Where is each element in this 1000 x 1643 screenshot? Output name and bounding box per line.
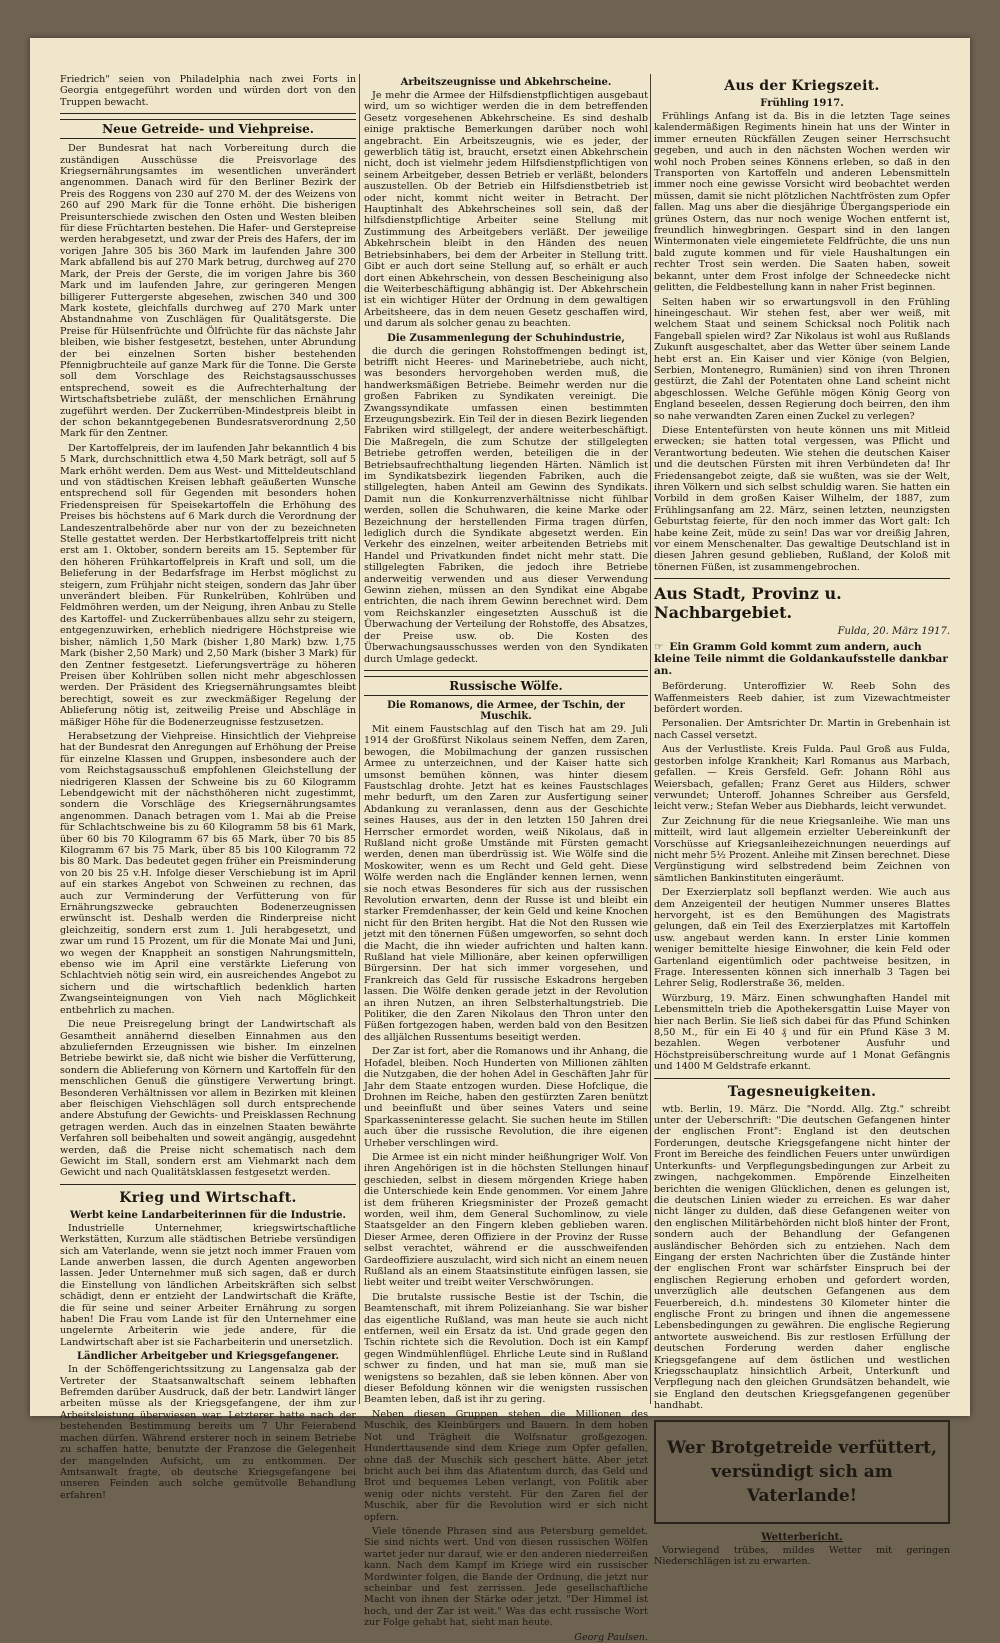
headline-shoe-industry: Die Zusammenlegung der Schuhindustrie, <box>387 332 625 344</box>
pointing-hand-icon: ☞ <box>654 641 664 654</box>
paragraph: Viele tönende Phrasen sind aus Petersburg gemeldet. Sie sind nichts wert. Und von diesen russischen Wölfen wartet jeder nur darauf, wie er den anderen niederreißen kann. Nach dem Kampf im Kriege wird ein russischer Mordwinter folgen, die Bande der Ordnung, die jetzt nur scheinbar und fest zerrissen. Jede gesellschaftliche Macht von ihnen der Stärke oder jetzt. "Der Himmel ist hoch, und der Zar ist weit." Was das echt russische Wort zur Folge gehabt hat, sieht man heute. <box>364 1525 648 1629</box>
headline-russian-wolves: Russische Wölfe. <box>364 676 648 696</box>
column-left <box>60 74 356 1501</box>
subheadline: Ländlicher Arbeitgeber und Kriegsgefangener. <box>76 1351 340 1363</box>
gold-notice-text: Ein Gramm Gold kommt zum andern, auch kleine Teile nimmt die Goldankaufsstelle dankbar an. <box>654 641 948 678</box>
bread-grain-notice-box <box>654 1420 950 1524</box>
paragraph: Neben diesen Gruppen stehen die Millionen des Muschik, des Kleinbürgers und Bauern. In dem hoben Not und Trägheit die Wolfsnatur großgezogen. Hunderttausende sind dem Kriege zum Opfer gefallen, ohne daß der Muschik sich geschert hätte. Aber jetzt bricht auch bei ihm das Afiatentum durch, das Geld und Brot und bequemes Leben verlangt, von Politik aber wenig oder nichts versteht. Für den Zaren fiel der Muschik, aber für die Revolution wird er sich nicht opfern. <box>364 1408 648 1523</box>
paragraph: Der Exerzierplatz soll bepflanzt werden. Wie auch aus dem Anzeigenteil der heutigen Nummer unseres Blattes hervorgeht, ist es den Bemühungen des Magistrats gelungen, daß ein Teil des Exerzierplatzes mit Kartoffeln usw. angebaut werden kann. In erster Linie kommen weniger bemittelte hiesige Einwohner, die kein Feld oder Gartenland eigentümlich oder pachtweise besitzen, in Frage. Interessenten können sich innerhalb 3 Tagen bei Lehrer Selig, Rodlerstraße 36, melden. <box>654 887 950 990</box>
paragraph: Industrielle Unternehmer, kriegswirtschaftliche Werkstätten, Kurzum alle städtischen Betriebe versündigen sich am Vaterlande, wenn sie jetzt noch immer Frauen vom Lande anwerben lassen, die durch Agenten angeworben lassen. Jeder Unternehmer muß sich sagen, daß er durch die Einstellung von ländlichen Arbeitskräften sich selbst schädigt, denn er entzieht der Landwirtschaft die Kräfte, die für seine und seiner Arbeiter Ernährung zu sorgen haben! Die Frau vom Lande ist für den Unternehmer eine ungelernte Arbeiterin wie jede andere, für die Landwirtschaft aber ist sie Facharbeiterin und unersetzlich. <box>60 1222 356 1348</box>
headline-daily-news: Tagesneuigkeiten. <box>727 1083 877 1100</box>
paragraph: Je mehr die Armee der Hilfsdienstpflichtigen ausgebaut wird, um so wichtiger werden die in dem betreffenden Gesetz vorgesehenen Abkehrscheine. Es sind deshalb einige praktische Bemerkungen darüber noch wohl angebracht. Ein Arbeitszeugnis, wie es jeder, der gewerblich tätig ist, braucht, ersetzt einen Abkehrschein nicht, doch ist vielmehr jedem Hilfsdienstpflichtigen von seinem Arbeitgeber, dessen Betrieb er verläßt, belonders auszustellen. Ob der Betrieb ein Hilfsdienstbetrieb ist oder nicht, kommt nicht weiter in Betracht. Der Hauptinhalt des Abkehrscheines soll sein, daß der hilfsdienstpflichtige Arbeiter seine Stellung mit Zustimmung des Arbeitgebers verläßt. Der jeweilige Abkehrschein bleibt in den Händen des neuen Betriebsinhabers, bei dem der Arbeiter in Stellung tritt. Gibt er auch dort seine Stellung auf, so erhält er auch dort einen Abkehrschein, von dessen Bescheinigung also die Weiterbeschäftigung abhängig ist. Der Abkehrschein ist ein wichtiger Hüter der Ordnung in dem gewaltigen Arbeitsheere, das in dem neuen Gesetz geschaffen wird, und darum als solcher genau zu beachten. <box>364 90 648 330</box>
paragraph: Frühlings Anfang ist da. Bis in die letzten Tage seines kalendermäßigen Regiments hinein hat uns der Winter in immer erneuten Rückfällen Zeugen seiner Herrschsucht gegeben, und auch in den nächsten Wochen werden wir wohl noch Proben seines Könnens erleben, so daß in den Transporten von Kartoffeln und anderen Lebensmitteln immer noch eine gewisse Vorsicht wird beobachtet werden müssen, damit sie nicht plötzlichen Nachtfrösten zum Opfer fallen. Mag uns aber die diesjährige Übergangsperiode ein grünes Ostern, das nur noch wenige Wochen entfernt ist, freundlich hinwegbringen. Gespart sind in den langen Wintermonaten viele eingemietete Feldfrüchte, die uns nun bald zugute kommen und für viele Haushaltungen ein rechter Trost sein werden. Die Saaten haben, soweit bekannt, unter dem Frost infolge der Schneedecke nicht gelitten, die Feldbestellung kann in naher Frist beginnen. <box>654 111 950 294</box>
dateline: Fulda, 20. März 1917. <box>837 626 950 638</box>
column-rule <box>650 74 651 1404</box>
column-right <box>654 74 950 1568</box>
paragraph: Diese Ententefürsten von heute können uns mit Mitleid erwecken; sie hatten total vergessen, was Pflicht und Verantwortung bedeuten. Wie stehen die deutschen Kaiser und die deutschen Fürsten mit ihren Verbündeten da! Ihr Friedensangebot zeigte, daß sie wußten, was sie der Welt, ihren Völkern und sich selbst schuldig waren. Sie hatten ein Vorbild in dem großen Kaiser Wilhelm, der 1887, zum Frühlingsanfang am 22. März, seinen letzten, neunzigsten Geburtstag feierte, für den noch immer das Wort galt: Ich habe keine Zeit, müde zu sein! Das war vor dreißig Jahren, vor einem Menschenalter. Das gewaltige Deutschland ist in diesen Jahren gesund geblieben, Rußland, der Koloß mit tönernen Füßen, ist zusammengebrochen. <box>654 424 950 573</box>
headline-war-economy: Krieg und Wirtschaft. <box>119 1189 297 1206</box>
paragraph: Die neue Preisregelung bringt der Landwirtschaft als Gesamtheit annähernd dieselben Einnahmen aus den abzuliefernden Erzeugnissen wie bisher. Im einzelnen Betriebe bewirkt sie, daß nicht wie bisher die Verfütterung, sondern die Ablieferung von Körnern und Kartoffeln für den menschlichen Genuß die günstigere Verwertung bringt. Besonderen Verhältnissen vor allem in Bezirken mit kleinen aber fleischigen Viehschlägen soll durch entsprechende andere Abstufung der Gewichts- und Preisklassen Rechnung getragen werden. Auch das in einzelnen Staaten bewährte Verfahren soll beibehalten und soweit angängig, ausgedehnt werden, daß die Preise nicht schematisch nach dem Gewicht im Stall, sondern erst am Viehmarkt nach dem Gewicht und nach Qualitätsklassen festgesetzt werden. <box>60 1019 356 1179</box>
paragraph: Der Zar ist fort, aber die Romanows und ihr Anhang, die Hofadel, bleiben. Noch Hunderten von Millionen zählten die Nutzgaben, die der hohen Adel in Geschäften Jahr für Jahr dem Staate entzogen wurden. Diese Hofclique, die Drohnen im Reiche, haben den gestürzten Zaren benützt und beeinflußt und über seines Vaters und seine Sparkasseninteresse gelacht. Sie suchen heute im Stillen auch über die russische Revolution, die ihre eigenen Urheber verschlingen wird. <box>364 1046 648 1149</box>
paragraph: Personalien. Der Amtsrichter Dr. Martin in Grebenhain ist nach Cassel versetzt. <box>654 718 950 741</box>
paragraph: Herabsetzung der Viehpreise. Hinsichtlich der Viehpreise hat der Bundesrat den Anregungen auf Erhöhung der Preise für einzelne Klassen und Gruppen, insbesondere auch der vom Reichstagsausschuß empfohlenen Gleichstellung der niedrigeren Klassen der Schweine bis zu 60 Kilogramm Lebendgewicht mit der nächsthöheren nicht zugestimmt, sondern die Vorschläge des Kriegsernährungsamtes angenommen. Danach betragen vom 1. Mai ab die Preise für Schlachtschweine bis zu 60 Kilogramm 58 bis 61 Mark, über 60 bis 70 Kilogramm 67 bis 65 Mark, über 70 bis 85 Kilogramm 67 bis 75 Mark, über 85 bis 100 Kilogramm 72 bis 80 Mark. Das bedeutet gegen früher ein Preisminderung von 20 bis 25 v.H. Infolge dieser Verschiebung ist im April auf ein starkes Angebot von Schweinen zu rechnen, das auch zur Verminderung der Verfütterung von für Ernährungszwecke gebrauchten Bodenerzeugnissen erwünscht ist. Deshalb werden die Rinderpreise nicht gleichzeitig, sondern erst zum 1. Juli herabgesetzt, und zwar um rund 15 Prozent, um für die Monate Mai und Juni, wo wegen der Knappheit an sonstigen Nahrungsmitteln, ebenso wie im April eine verstärkte Lieferung von Schlachtvieh nötig sein wird, ein ausreichendes Angebot zu sichern und die wirtschaftlich bedenklich harten Zwangseinteignungen von Vieh nach Möglichkeit entbehrlich zu machen. <box>60 730 356 1016</box>
paragraph: Zur Zeichnung für die neue Kriegsanleihe. Wie man uns mitteilt, wird laut allgemein erzielter Uebereinkunft der Vorschüsse auf Kriegsanleihezeichnungen neuerdings auf nicht mehr 5½ Prozent. Anleihe mit Zinsen berechnet. Diese Vergünstigung wird selbstredend beim Zeichnen von sämtlichen Bankinstituten eingeräumt. <box>654 815 950 884</box>
paragraph: Beförderung. Unteroffizier W. Reeb Sohn des Waffenmeisters Reeb dahier, ist zum Vizewachtmeister befördert worden. <box>654 681 950 716</box>
separator <box>654 578 950 579</box>
paragraph: Die Armee ist ein nicht minder heißhungriger Wolf. Von ihren Angehörigen ist in die höchsten Stellungen hinauf geschieden, selbst in diesem mörgenden Kriege haben die Unterschiede kein Ende genommen. Vor einem Jahre ist dem früheren Kriegsminister der Prozeß gemacht worden, weil ihm, dem General Suchomlinow, zu viele Staatsgelder an den Fingern kleben geblieben waren. Dieser Armee, deren Offiziere in der Provinz der Russe selbst verachtet, während er die ausschweifenden Gardeoffiziere auszulacht, wird sich nicht an einem neuen Rußland als an einem Staatsinstitute einfügen lassen, sie liebt weiter und treibt weiter Verschwörungen. <box>364 1151 648 1289</box>
weather-title: Wetterbericht. <box>761 1531 843 1543</box>
gold-notice <box>654 641 950 677</box>
headline-war-time: Aus der Kriegszeit. <box>724 78 880 94</box>
newspaper-page <box>30 38 970 1643</box>
paragraph: wtb. Berlin, 19. März. Die "Nordd. Allg. Ztg." schreibt unter der Ueberschrift: "Die deutschen Gefangenen hinter der englischen Front": England ist den deutschen Forderungen, deutsche Kriegsgefangene nicht hinter der Front im Bereiche des feindlichen Feuers unter unwürdigen Unterkunfts- und Verpflegungsbedingungen zur Arbeit zu zwingen, nachgekommen. Empörende Einzelheiten berichten die wenigen Glücklichen, denen es gelungen ist, die deutschen Linien wieder zu erreichen. Es war daher nicht länger zu dulden, daß diese Gefangenen weiter von den englischen Militärbehörden nicht bloß hinter der Front, sondern auch der Behandlung der Gefangenen ausländischer Behörden sich zu entziehen. Nach dem Eingang der ersten Nachrichten über die Zustände hinter der englischen Front war schärfster Einspruch bei der englischen Regierung erhoben und gefordert worden, unverzüglich alle deutschen Gefangenen aus dem Feuerbereich, d.h. mindestens 30 Kilometer hinter die englische Front zu bringen und ihnen die angemessene Lebensbedingungen zu gewähren. Die englische Regierung antwortete ausweichend. Bis zur restlosen Erfüllung der deutschen Forderung werden daher englische Kriegsgefangene auf dem östlichen und westlichen Kriegsschauplatz hinsichtlich Arbeit, Unterkunft und Verpflegung nach den gleichen Grundsätzen behandelt, wie sie England den deutschen Kriegsgefangenen gegenüber handhabt. <box>654 1103 950 1412</box>
notice-line: versündigt sich am Vaterlande! <box>711 1461 893 1506</box>
headline-local-news: Aus Stadt, Provinz u. Nachbargebiet. <box>654 584 842 623</box>
column-middle <box>364 74 648 1643</box>
separator <box>654 1078 950 1079</box>
paragraph: Würzburg, 19. März. Einen schwunghaften Handel mit Lebensmitteln trieb die Apothekersgattin Luise Mayer von hier nach Berlin. Sie ließ sich dabei für das Pfund Schinken 8,50 M., für ein Ei 40 ₰ und für ein Pfund Käse 3 M. bezahlen. Wegen verbotener Ausfuhr und Höchstpreisüberschreitung wurde auf 1 Monat Gefängnis und 1400 M Geldstrafe erkannt. <box>654 992 950 1073</box>
paragraph: In der Schöffengerichtssitzung zu Langensalza gab der Vertreter der Staatsanwaltschaft seinem lebhaften Befremden darüber Ausdruck, daß der betr. Landwirt länger arbeiten müsse als der Kriegsgefangene, der ihm zur Arbeitsleistung überwiesen war. Letzterer hatte nach der bestehenden Bestimmung bereits um 7 Uhr Feierabend machen dürfen. Während ersterer noch in seinem Betriebe zu schaffen hatte, benutzte der Franzose die Gelegenheit der mangelnden Aufsicht, um zu entkommen. Der Amtsanwalt fragte, ob deutsche Kriegsgefangene bei unseren Feinden auch solche gemütvolle Behandlung erfahren! <box>60 1364 356 1501</box>
paragraph: die durch die geringen Rohstoffmengen bedingt ist, betrifft nicht Heeres- und Marinebetriebe, auch nicht, was besonders hervorgehoben werden muß, die handwerksmäßigen Betriebe. Beimehr werden nur die großen Fabriken zu Syndikaten vereinigt. Die Zwangssyndikate umfassen einen bestimmten Erzeugungsbezirk. Ein Teil der in diesen Bezirk liegenden Fabriken wird stillgelegt, der andere weiterbeschäftigt. Die Maßregeln, die zum Schutze der stillgelegten Betriebe getroffen werden, beteiligen die in der Betriebsaufrechthaltung liegenden Härten. Nämlich ist im Syndikatsbezirk liegenden Fabriken, auch die stillgelegten, haben Anteil am Gewinn des Syndikats. Damit nun die Konkurrenzverhältnisse nicht fühlbar werden, sollen die Schuhwaren, die keine Marke oder Bezeichnung der herstellenden Firma tragen dürfen, lediglich durch die Syndikate abgesetzt werden. Ein Verkehr des einzelnen, weiter arbeitenden Betriebs mit Handel und Privatkunden findet nicht mehr statt. Die stillgelegten Fabriken, die jedoch ihre Betriebe anderweitig verwenden und aus dieser Verwendung Gewinn ziehen, müssen an den Syndikat eine Abgabe entrichten, die nach ihrem Gewinn berechnet wird. Dem vom Reichskanzler eingesetzten Ausschuß ist die Überwachung der Verteilung der Rohstoffe, des Absatzes, der Preise usw. ob. Die Kosten des Überwachungsausschusses werden von den Syndikaten durch Umlage gedeckt. <box>364 345 648 665</box>
subheadline: Werbt keine Landarbeiterinnen für die Industrie. <box>69 1209 347 1221</box>
paragraph: Der Bundesrat hat nach Vorbereitung durch die zuständigen Ausschüsse die Preisvorlage des Kriegsernährungsamtes im wesentlichen unverändert angenommen. Danach wird für den Berliner Bezirk der Preis des Roggens von 230 auf 270 M. der des Weizens von 260 auf 290 Mark für die Tonne erhöht. Die bisherigen Preisunterschiede zwischen den Osten und Westen bleiben für diese Früchtarten bestehen. Die Hafer- und Gerstepreise werden herabgesetzt, und zwar der Preis des Hafers, der im vorigen Jahre 305 bis 360 Mark im laufenden Jahre 300 Mark abfallend bis auf 270 Mark betrug, durchweg auf 270 Mark, der Preis der Gerste, die im vorigen Jahre bis 360 Mark und im laufenden Jahre, zur geringeren Mengen billigerer Futtergerste abgesehen, zwischen 340 und 300 Mark kostete, gleichfalls durchweg auf 270 Mark unter Abstandnahme von Zuschlägen für Qualitätsgerste. Die Preise für Hülsenfrüchte und Ölfrüchte für das nächste Jahr bleiben, wie bisher festgesetzt, bestehen, unter Abrundung der bei einzelnen Sorten bisher bestehenden Pfennigbruchteile auf ganze Mark für die Tonne. Die Gerste soll dem Vorschlage des Reichstagsausschusses entsprechend, soweit es die Aufrechterhaltung der Wirtschaftsbetriebe zuläßt, der menschlichen Ernährung zugeführt werden. Der Zuckerrüben-Mindestpreis bleibt in der schon bekanntgegebenen Bundesratsverordnung 2,50 Mark für den Zentner. <box>60 143 356 440</box>
paragraph: Die brutalste russische Bestie ist der Tschin, die Beamtenschaft, mit ihrem Polizeianhang. Sie war bisher das eigentliche Rußland, was man heute sie auch nicht entfernen, weil ein Ersatz da ist. Und grade gegen den Tschin richtete sich die Revolution. Doch ist ein Kampf gegen Windmühlenflügel. Ehrliche Leute sind in Rußland schwer zu finden, und hat man sie, muß man sie wenigstens so bezahlen, daß sie leben können. Aber von dieser Befoldung können wir die wenigsten russischen Beamten leben, daß ist ihr zu gering. <box>364 1291 648 1406</box>
column-rule <box>359 74 360 1404</box>
subheadline: Die Romanows, die Armee, der Tschin, der Muschik. <box>387 699 625 722</box>
separator <box>60 1184 356 1185</box>
headline-work-certificates: Arbeitszeugnisse und Abkehrscheine. <box>400 77 612 88</box>
paragraph: Mit einem Faustschlag auf den Tisch hat am 29. Juli 1914 der Großfürst Nikolaus seinem Neffen, dem Zaren, bewogen, die Mobilmachung der ganzen russischen Armee zu unterzeichnen, und der Kaiser hatte sich umsonst bemühen können, was hinter diesem Faustschlag drohte. Jetzt hat es keines Faustschlages mehr bedurft, um den Zaren zur Ausfertigung seiner Abdankung zu veranlassen, denn aus der Geschichte seines Hauses, aus der in den letzten 150 Jahren drei Herrscher ermordet worden, weiß Nikolaus, daß in Rußland nicht große Umstände mit Fürsten gemacht werden, denen man überdrüssig ist. Wie Wölfe sind die Moskowiter, wenn es um Recht und Geld geht. Diese Wölfe werden nach die Engländer kennen lernen, wenn sie noch etwas Besonderes für sich aus der russischen Revolution erwarten, denn der Russe ist und bleibt ein starker Fremdenhasser, der kein Geld und keine Knochen nicht für den Briten hergibt. Hat die Not den Russen wie jetzt mit den tönernen Füßen umgeworfen, so sehnt doch die Macht, die ihn wieder aufrichten und halten kann. Rußland hat viele Millionäre, aber keinen opferwilligen Bürgersinn. Der hat sich immer vorgesehen, und Frankreich das Geld für russische Eskadrons hergeben lassen. Die Wölfe denken gerade jetzt in der Revolution an ihren Nutzen, an ihren Selbsterhaltungstrieb. Die Politiker, die den Zaren Nikolaus den Thron unter den Füßen fortgezogen haben, werden bald von den Besitzen des alljälchen Russentums beseitigt werden. <box>364 723 648 1043</box>
headline-grain-prices: Neue Getreide- und Viehpreise. <box>60 119 356 139</box>
intro-text: Friedrich" seien von Philadelphia nach zwei Forts in Georgia entgegeführt worden und würden dort von den Truppen bewacht. <box>60 74 356 108</box>
separator <box>364 670 648 671</box>
separator <box>60 113 356 114</box>
paragraph: Der Kartoffelpreis, der im laufenden Jahr bekanntlich 4 bis 5 Mark, durchschnittlich etwa 4,50 Mark beträgt, soll auf 5 Mark erhöht werden. Dem aus West- und Mitteldeutschland und von städtischen Kreisen lebhaft geäußerten Wunsche entsprechend soll für Gegenden mit besonders hohen Friedenspreisen für Speisekartoffeln die Erhöhung des Preises bis höchstens auf 6 Mark durch die Verordnung der Landeszentralbehörde aber nur von der zu bezeichneten Stelle gestattet werden. Der Herbstkartoffelpreis tritt nicht erst am 1. Oktober, sondern bereits am 15. September für den höheren Frühkartoffelpreis in Kraft und soll, um die Belieferung in der Bedarfsfrage im Herbst möglichst zu steigern, zum Frühjahr nicht steigen, sondern das Jahr über unverändert bleiben. Für Runkelrüben, Kohlrüben und Feldmöhren werden, um der Neigung, ihren Anbau zu Stelle des Kartoffel- und Zuckerrübenbaues allzu sehr zu steigern, entgegenzuwirken, erheblich niedrigere Höchstpreise wie bisher, nämlich 1,50 Mark (bisher 1,80 Mark) bzw. 1,75 Mark (bisher 2,50 Mark) und 2,50 Mark (bisher 3 Mark) für den Zentner festgesetzt. Lieferungsverträge zu höheren Preisen über Kohlrüben sollen nicht mehr abgeschlossen werden. Der Präsident des Kriegsernährungsamtes bleibt berechtigt, soweit es zur zweckmäßiger Regelung der Ablieferung nötig ist, zeitweilig Preise und Abschläge in mäßiger Höhe für die Bodenerzeugnisse festzusetzen. <box>60 442 356 728</box>
subheadline: Frühling 1917. <box>760 98 844 109</box>
paragraph: Aus der Verlustliste. Kreis Fulda. Paul Groß aus Fulda, gestorben infolge Krankheit; Karl Romanus aus Marbach, gefallen. — Kreis Gersfeld. Gefr. Johann Röhl aus Weiersbach, gefallen; Franz Geret aus Hilders, schwer verwundet; Unteroff. Johannes Schreiber aus Gersfeld, leicht verw.; Stefan Weber aus Diebhards, leicht verwundet. <box>654 744 950 813</box>
weather-text: Vorwiegend trübes, mildes Wetter mit geringen Niederschlägen ist zu erwarten. <box>654 1544 950 1568</box>
paragraph: Selten haben wir so erwartungsvoll in den Frühling hineingeschaut. Wir stehen fest, aber wer weiß, mit welchem Staat und seinem Schicksal noch Politik nach Fangeball spielen wird? Zar Nikolaus ist wohl aus Rußlands Zukunft ausgeschaltet, aber das Wetter über seinem Lande hebt erst an. Ein Kaiser und vier Könige (von Belgien, Serbien, Montenegro, Rumänien) sind von ihren Thronen gestürzt, die Zahl der Potentaten ohne Land scheint nicht abgeschlossen. Welche Gefühle mögen König Georg von England beseelen, dessen Regierung doch beirren, den ihm so nahe verwandten Zaren einen Zuckel zu verlegen? <box>654 296 950 422</box>
notice-line: Wer Brotgetreide verfüttert, <box>667 1437 937 1458</box>
author-signature: Georg Paulsen. <box>574 1631 648 1643</box>
